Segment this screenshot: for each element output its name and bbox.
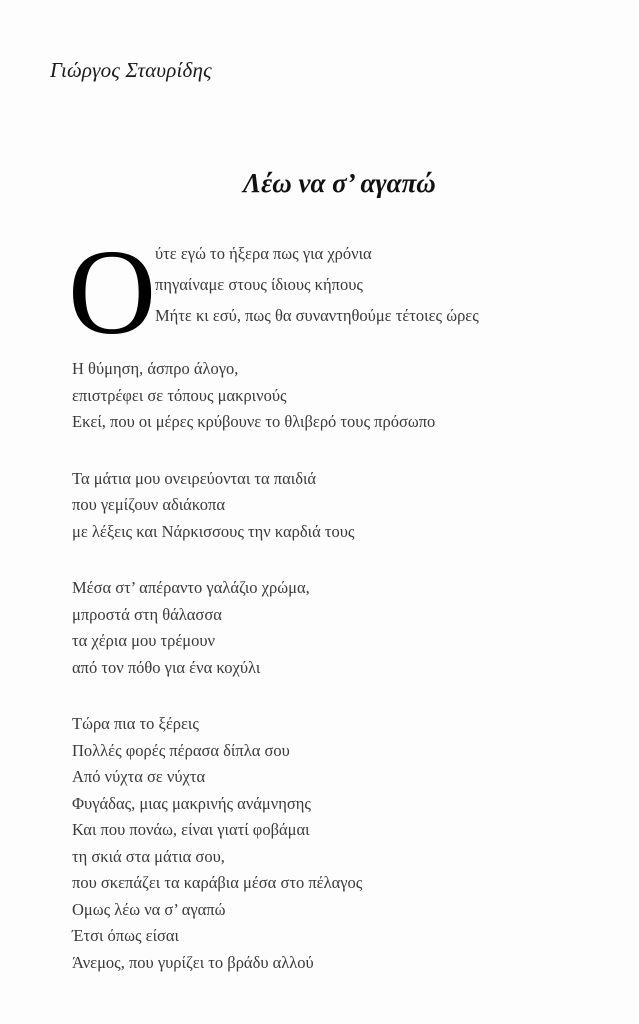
stanza: [70, 466, 630, 546]
poem-line: με λέξεις και Νάρκισσους την καρδιά τους: [72, 521, 355, 541]
poem-line: Και που πονάω, είναι γιατί φοβάμαι: [72, 820, 310, 839]
poem-line: που σκεπάζει τα καράβια μέσα στο πέλαγος: [72, 873, 363, 892]
poem-line: πηγαίναμε στους ίδιους κήπους: [155, 275, 363, 294]
poem-line: Πολλές φορές πέρασα δίπλα σου: [72, 740, 290, 760]
poem-title: Λέω να σ’ αγαπώ: [243, 168, 436, 198]
poem-body: [70, 356, 630, 1006]
poem-line: Εκεί, που οι μέρες κρύβουνε το θλιβερό τους πρόσωπο: [72, 412, 436, 431]
poem-line: επιστρέφει σε τόπους μακρινούς: [72, 385, 287, 405]
poem-line: ύτε εγώ το ήξερα πως για χρόνια: [155, 244, 372, 263]
poem-line: Τα μάτια μου ονειρεύονται τα παιδιά: [72, 468, 317, 488]
poem-line: Από νύχτα σε νύχτα: [72, 767, 206, 786]
drop-cap: Ο: [68, 225, 157, 360]
poem-line: Η θύμηση, άσπρο άλογο,: [72, 359, 239, 378]
stanza: [70, 356, 630, 436]
stanza: [70, 575, 630, 681]
poem-line: που γεμίζουν αδιάκοπα: [72, 495, 226, 514]
poem-line: Φυγάδας, μιας μακρινής ανάμνησης: [72, 793, 311, 813]
poem-line: τα χέρια μου τρέμουν: [72, 631, 216, 650]
poem-line: Ομως λέω να σ’ αγαπώ: [72, 899, 226, 919]
author-name: Γιώργος Σταυρίδης: [50, 58, 212, 82]
poem-line: Έτσι όπως είσαι: [72, 926, 179, 945]
poem-line: Μέσα στ’ απέραντο γαλάζιο χρώμα,: [72, 578, 310, 597]
poem-line: Άνεμος, που γυρίζει το βράδυ αλλού: [72, 952, 314, 972]
poem-line: τη σκιά στα μάτια σου,: [72, 846, 225, 866]
stanza: [70, 711, 630, 976]
poem-line: από τον πόθο για ένα κοχύλι: [72, 657, 261, 677]
poem-line: μπροστά στη θάλασσα: [72, 604, 222, 624]
poem-line: Τώρα πια το ξέρεις: [72, 714, 199, 733]
poem-line: Μήτε κι εσύ, πως θα συναντηθούμε τέτοιες ώρες: [155, 306, 479, 325]
